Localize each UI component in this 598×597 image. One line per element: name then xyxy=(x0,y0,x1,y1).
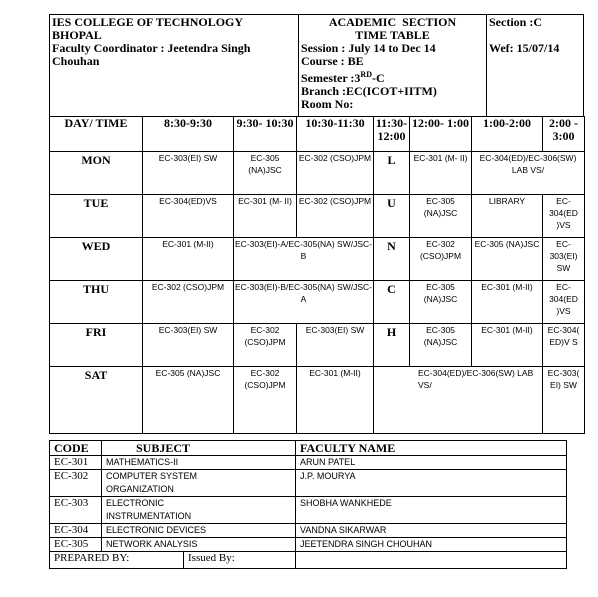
fri-slot-7: EC-304( ED)V S xyxy=(543,324,585,367)
signature-cell xyxy=(296,552,567,569)
subject-name: ELECTRONIC INSTRUMENTATION xyxy=(102,497,296,524)
semester-line: Semester :3RD-C xyxy=(301,70,385,85)
subject-code: EC-304 xyxy=(50,524,102,538)
day-wed: WED xyxy=(50,238,143,281)
header-slot-4: 11:30- 12:00 xyxy=(374,117,410,152)
session-cell xyxy=(299,15,487,117)
course-line: Course : BE xyxy=(301,54,364,68)
coordinator-line2: Chouhan xyxy=(52,54,100,68)
branch-line: Branch :EC(ICOT+IITM) xyxy=(301,84,437,98)
subject-name: MATHEMATICS-II xyxy=(102,456,296,470)
thu-slot-7: EC-304(ED )VS xyxy=(543,281,585,324)
fri-slot-2: EC-302 (CSO)JPM xyxy=(234,324,297,367)
wed-slot-5: EC-302 (CSO)JPM xyxy=(410,238,472,281)
thu-slot-1: EC-302 (CSO)JPM xyxy=(143,281,234,324)
faculty-name: VANDNA SIKARWAR xyxy=(296,524,567,538)
header-slot-6: 1:00-2:00 xyxy=(472,117,543,152)
subject-code: EC-303 xyxy=(50,497,102,524)
header-slot-7: 2:00 - 3:00 xyxy=(543,117,585,152)
wef-label: Wef: 15/07/14 xyxy=(489,41,560,55)
day-mon: MON xyxy=(50,152,143,195)
header-slot-1: 8:30-9:30 xyxy=(143,117,234,152)
header-table xyxy=(49,14,584,117)
wed-slot-1: EC-301 (M-II) xyxy=(143,238,234,281)
subject-table xyxy=(49,440,567,569)
sat-slot-3: EC-301 (M-II) xyxy=(297,367,374,434)
header-slot-2: 9:30- 10:30 xyxy=(234,117,297,152)
subject-code: EC-302 xyxy=(50,470,102,497)
section-cell xyxy=(487,15,584,117)
sat-slot-5-6: EC-304(ED)/EC-306(SW) LAB VS/ xyxy=(374,367,543,434)
thu-slot-6: EC-301 (M-II) xyxy=(472,281,543,324)
day-tue: TUE xyxy=(50,195,143,238)
mon-slot-6-7: EC-304(ED)/EC-306(SW) LAB VS/ xyxy=(472,152,585,195)
day-fri: FRI xyxy=(50,324,143,367)
header-slot-3: 10:30-11:30 xyxy=(297,117,374,152)
fri-slot-1: EC-303(EI) SW xyxy=(143,324,234,367)
lunch-letter: N xyxy=(374,238,410,281)
issued-by-label: Issued By: xyxy=(184,552,296,569)
timetable xyxy=(49,116,585,434)
doc-title: TIME TABLE xyxy=(355,28,430,42)
faculty-name: SHOBHA WANKHEDE xyxy=(296,497,567,524)
sat-slot-7: EC-303( EI) SW xyxy=(543,367,585,434)
subject-code: EC-305 xyxy=(50,538,102,552)
college-cell xyxy=(50,15,299,117)
tue-slot-7: EC-304(ED )VS xyxy=(543,195,585,238)
fri-slot-6: EC-301 (M-II) xyxy=(472,324,543,367)
fri-slot-3: EC-303(EI) SW xyxy=(297,324,374,367)
faculty-header: FACULTY NAME xyxy=(296,441,567,456)
section-title: ACADEMIC SECTION xyxy=(328,15,457,29)
college-name: IES COLLEGE OF TECHNOLOGY xyxy=(52,15,244,29)
day-sat: SAT xyxy=(50,367,143,434)
mon-slot-5: EC-301 (M- II) xyxy=(410,152,472,195)
college-city: BHOPAL xyxy=(52,28,102,42)
faculty-name: ARUN PATEL xyxy=(296,456,567,470)
lunch-letter: U xyxy=(374,195,410,238)
mon-slot-2: EC-305 (NA)JSC xyxy=(234,152,297,195)
tue-slot-3: EC-302 (CSO)JPM xyxy=(297,195,374,238)
wed-slot-6: EC-305 (NA)JSC xyxy=(472,238,543,281)
tue-slot-5: EC-305 (NA)JSC xyxy=(410,195,472,238)
wed-slot-2-3: EC-303(EI)-A/EC-305(NA) SW/JSC-B xyxy=(234,238,374,281)
wed-slot-7: EC-303(EI) SW xyxy=(543,238,585,281)
lunch-letter: H xyxy=(374,324,410,367)
thu-slot-2-3: EC-303(EI)-B/EC-305(NA) SW/JSC-A xyxy=(234,281,374,324)
tue-slot-1: EC-304(ED)VS xyxy=(143,195,234,238)
section-label: Section :C xyxy=(489,15,542,29)
lunch-letter: L xyxy=(374,152,410,195)
subject-name: ELECTRONIC DEVICES xyxy=(102,524,296,538)
fri-slot-5: EC-305 (NA)JSC xyxy=(410,324,472,367)
sat-slot-2: EC-302 (CSO)JPM xyxy=(234,367,297,434)
session-line: Session : July 14 to Dec 14 xyxy=(301,41,436,55)
subject-name: COMPUTER SYSTEM ORGANIZATION xyxy=(102,470,296,497)
room-line: Room No: xyxy=(301,97,354,111)
mon-slot-3: EC-302 (CSO)JPM xyxy=(297,152,374,195)
faculty-name: JEETENDRA SINGH CHOUHAN xyxy=(296,538,567,552)
thu-slot-5: EC-305 (NA)JSC xyxy=(410,281,472,324)
header-slot-5: 12:00- 1:00 xyxy=(410,117,472,152)
coordinator-line1: Faculty Coordinator : Jeetendra Singh xyxy=(52,41,251,55)
subject-header: SUBJECT xyxy=(102,441,296,456)
faculty-name: J.P. MOURYA xyxy=(296,470,567,497)
day-thu: THU xyxy=(50,281,143,324)
subject-name: NETWORK ANALYSIS xyxy=(102,538,296,552)
lunch-letter: C xyxy=(374,281,410,324)
header-day-time: DAY/ TIME xyxy=(50,117,143,152)
tue-slot-6: LIBRARY xyxy=(472,195,543,238)
mon-slot-1: EC-303(EI) SW xyxy=(143,152,234,195)
tue-slot-2: EC-301 (M- II) xyxy=(234,195,297,238)
sat-slot-1: EC-305 (NA)JSC xyxy=(143,367,234,434)
prepared-by-label: PREPARED BY: xyxy=(50,552,184,569)
code-header: CODE xyxy=(50,441,102,456)
subject-code: EC-301 xyxy=(50,456,102,470)
